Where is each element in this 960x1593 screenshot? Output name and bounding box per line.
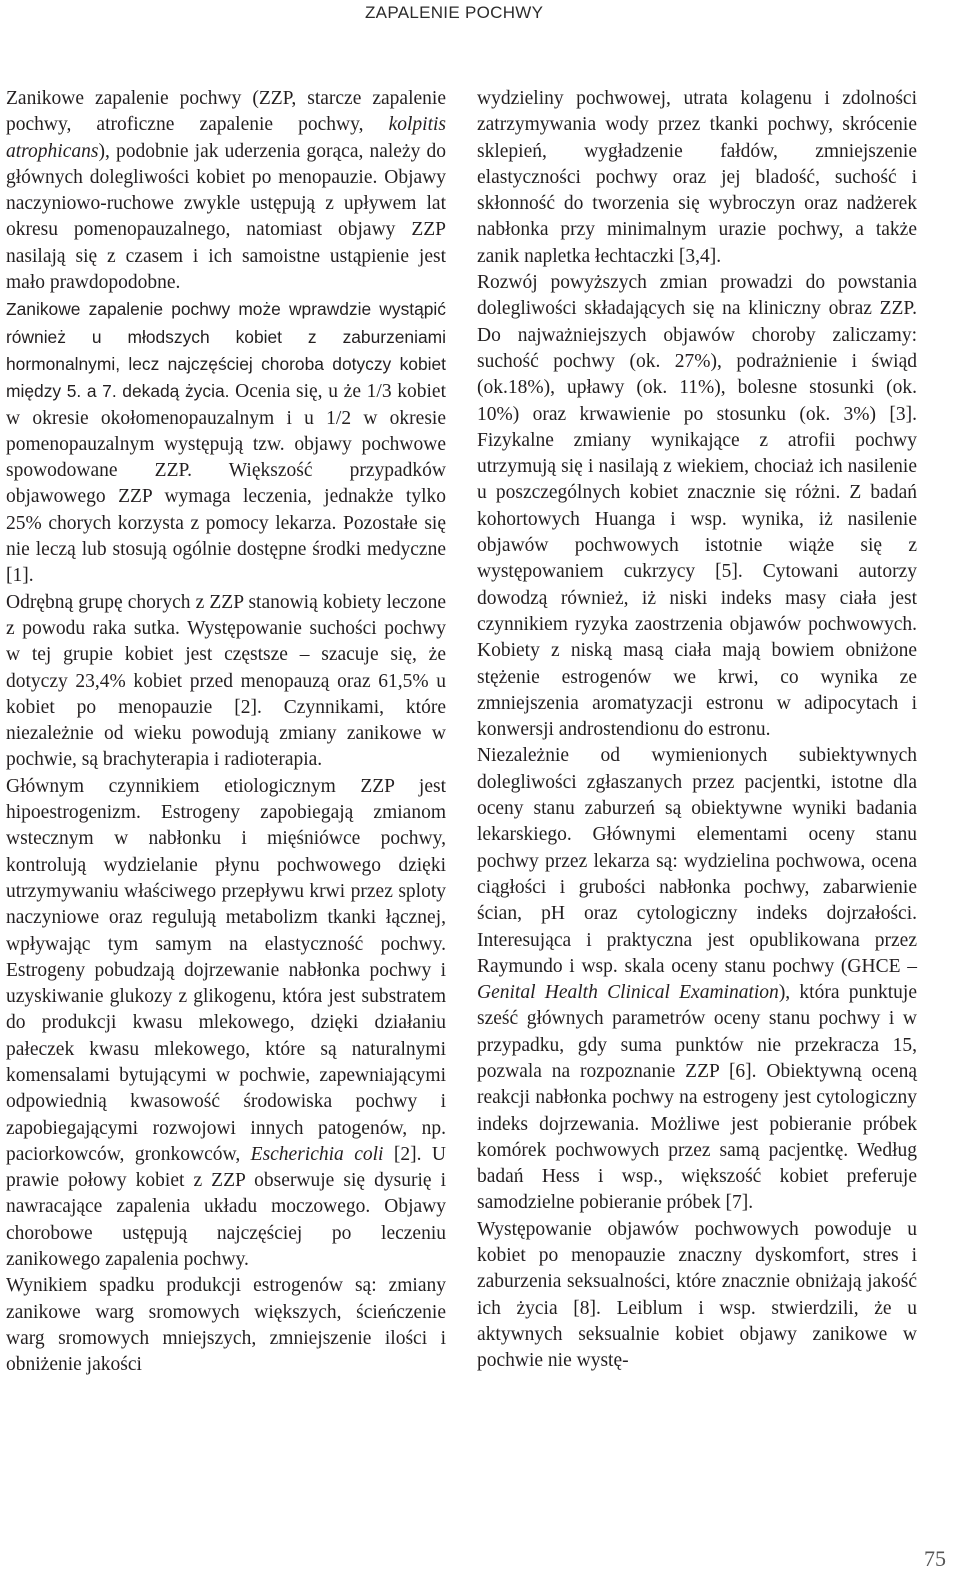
running-header bbox=[0, 2, 960, 28]
italic-term: Genital Health Clinical Examination bbox=[477, 982, 779, 1004]
italic-term: kolpitis atrophicans bbox=[6, 114, 446, 162]
paragraph: Odrębną grupę chorych z ZZP stanowią kobiety leczone z powodu raka sutka. Występowanie suchości pochwy w tej grupie kobiet jest częstsze – szacuje się, że dotyczy 23,4% kobiet przed menopauzą oraz 61,5% u kobiet po menopauzie [2]. Czynnikami, które niezależnie od wieku powodują zmiany zanikowe w pochwie, są brachyterapia i radioterapia. bbox=[6, 591, 446, 771]
text-run-sans: Zanikowe zapalenie pochwy może wprawdzie wystąpić również u młodszych kobiet z zaburzeniami hormonalnymi, lecz najczęściej choroba dotyczy kobiet między 5. a 7. dekadą życia. bbox=[6, 299, 446, 402]
paragraph: Występowanie objawów pochwowych powoduje u kobiet po menopauzie znaczny dyskomfort, stres i zaburzenia seksualności, które znacznie obniżają jakość ich życia [8]. Leiblum i wsp. stwierdzili, że u aktywnych seksualnie kobiet objawy zanikowe w pochwie nie wystę- bbox=[477, 1218, 917, 1372]
text-run: Głównym czynnikiem etiologicznym ZZP jest hipoestrogenizm. Estrogeny zapobiegają zmianom wstecznym w nabłonku i mięśniówce pochwy, kontrolują wydzielanie płynu pochwowego dzięki utrzymywaniu właściwego przepływu krwi przez sploty naczyniowe oraz regulują metabolizm tkanki łącznej, wpływając tym samym na elastyczność pochwy. Estrogeny pobudzają dojrzewanie nabłonka pochwy i uzyskiwanie glukozy z glikogenu, która jest substratem do produkcji kwasu mlekowego, dzięki działaniu pałeczek kwasu mlekowego, które są naturalnymi komensalami bytującymi w pochwie, zapewniającymi odpowiednią kwasowość środowiska pochwy i zapobiegającymi rozwojowi innych patogenów, np. paciorkowców, gronkowców, bbox=[6, 775, 446, 1165]
left-column bbox=[6, 86, 446, 1379]
paragraph bbox=[6, 296, 446, 589]
text-run: Zanikowe zapalenie pochwy (ZZP, starcze zapalenie pochwy, atroficzne zapalenie pochwy, bbox=[6, 88, 446, 136]
text-run: [2]. U prawie połowy kobiet z ZZP obserwuje się dysurię i nawracające zapalenia układu moczowego. Objawy chorobowe ustępują najczęściej po leczeniu zanikowego zapalenia pochwy. bbox=[6, 1143, 446, 1271]
paragraph: Wynikiem spadku produkcji estrogenów są: zmiany zanikowe warg sromowych większych, ścieńczenie warg sromowych mniejszych, zmniejszenie ilości i obniżenie jakości bbox=[6, 1275, 446, 1376]
paragraph bbox=[477, 743, 917, 1216]
text-run: ), podobnie jak uderzenia gorąca, należy do głównych dolegliwości kobiet po menopauzie. Objawy naczyniowo-ruchowe zwykle ustępują z upływem lat okresu pomenopauzalnego, natomiast objawy ZZP nasilają się z czasem i ich samoistne ustąpienie jest mało prawdopodobne. bbox=[6, 140, 446, 294]
right-column bbox=[477, 86, 917, 1375]
text-run: ), która punktuje sześć głównych parametrów oceny stanu pochwy i w przypadku, gdy suma punktów nie przekracza 15, pozwala na rozpoznanie ZZP [6]. Obiektywną oceną reakcji nabłonka pochwy na estrogeny jest cytologiczny indeks dojrzewania. Możliwe jest pobieranie próbek komórek pochwowych przez samą pacjentkę. Według badań Hess i wsp., większość kobiet preferuje samodzielne pobieranie próbek [7]. bbox=[477, 982, 917, 1214]
italic-term: Escherichia coli bbox=[250, 1143, 384, 1165]
running-title: ZAPALENIE POCHWY bbox=[365, 3, 544, 22]
paragraph bbox=[6, 86, 446, 296]
paragraph: Rozwój powyższych zmian prowadzi do powstania dolegliwości składających się na kliniczny obraz ZZP. Do najważniejszych objawów choroby zaliczamy: suchość pochwy (ok. 27%), podrażnienie i świąd (ok.18%), upławy (ok. 11%), bolesne stosunki (ok. 10%) oraz krwawienie po stosunku (ok. 3%) [3]. Fizykalne zmiany wynikające z atrofii pochwy utrzymują się i nasilają z wiekiem, chociaż ich nasilenie u poszczególnych kobiet znacznie się różni. Z badań kohortowych Huanga i wsp. wynika, iż nasilenie objawów pochwowych istotnie wiąże się z występowaniem cukrzycy [5]. Cytowani autorzy dowodzą również, iż niski indeks masy ciała jest czynnikiem ryzyka zaostrzenia objawów pochwowych. Kobiety z niską masą ciała mają bowiem obniżone stężenie estrogenów we krwi, co wynika ze zmniejszenia aromatyzacji estronu w adipocytach i konwersji androstendionu do estronu. bbox=[477, 272, 917, 741]
text-run: Niezależnie od wymienionych subiektywnych dolegliwości zgłaszanych przez pacjentki, istotne dla oceny stanu zaburzeń są obiektywne wyniki badania lekarskiego. Głównymi elementami oceny stanu pochwy przez lekarza są: wydzielina pochwowa, ocena ciągłości i grubości nabłonka pochwy, zabarwienie ścian, pH oraz cytologiczny indeks dojrzałości. Interesująca i praktyczna jest opublikowana przez Raymundo i wsp. skala oceny stanu pochwy (GHCE – bbox=[477, 745, 917, 977]
text-run: Ocenia się, u że 1/3 kobiet w okresie okołomenopauzalnym i u 1/2 w okresie pomenopauzalnym występują tzw. objawy pochwowe spowodowane ZZP. Większość przypadków objawowego ZZP wymaga leczenia, jednakże tylko 25% chorych korzysta z pomocy lekarza. Pozostałe się nie leczą lub stosują ogólnie dostępne środki medyczne [1]. bbox=[6, 381, 446, 587]
paragraph: wydzieliny pochwowej, utrata kolagenu i zdolności zatrzymywania wody przez tkanki pochwy, skrócenie sklepień, wygładzenie fałdów, zmniejszenie elastyczności pochwy oraz jej bladość, suchość i skłonność do tworzenia się wybroczyn oraz nadżerek nabłonka przy minimalnym urazie pochwy, a także zanik napletka łechtaczki [3,4]. bbox=[477, 88, 917, 267]
page-number: 75 bbox=[924, 1546, 946, 1571]
paragraph bbox=[6, 774, 446, 1274]
